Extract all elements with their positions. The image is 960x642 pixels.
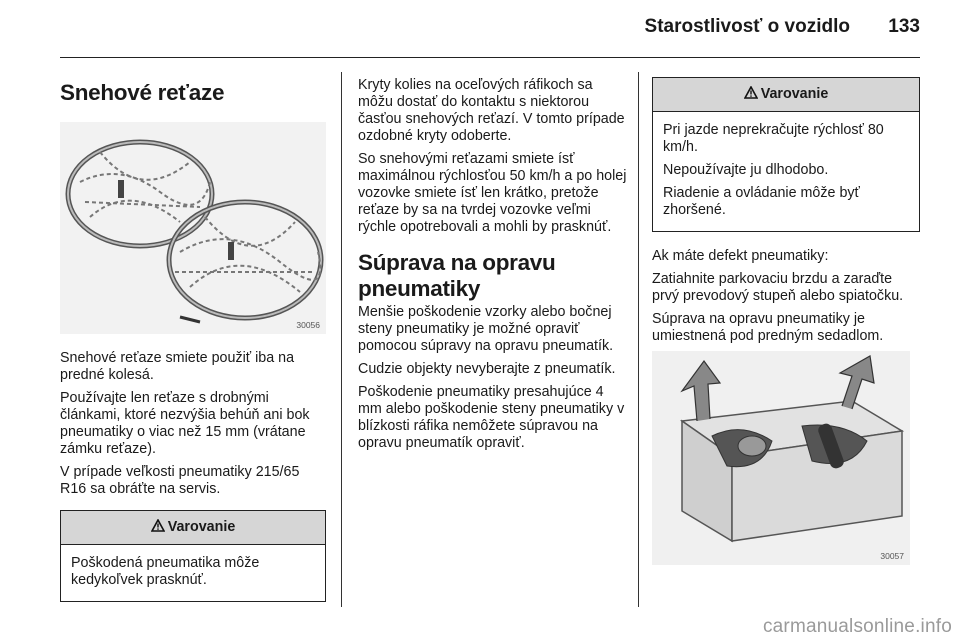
snow-chains-illustration	[60, 122, 326, 334]
repair-kit-drawing	[652, 351, 910, 565]
warning-text: Pri jazde neprekračujte rýchlosť 80 km/h.	[663, 122, 884, 155]
page-number: 133	[888, 16, 920, 37]
paragraph: Používajte len reťaze s drobnými článkami, ktoré nezvýšia behúň ani bok pneumatiky o viac než 15 mm (vrátane zámku reťaze).	[60, 390, 310, 457]
repair-kit-illustration	[652, 351, 910, 565]
paragraph: So snehovými reťazami smiete ísť maximálnou rýchlosťou 50 km/h a po holej vozovke smiete ísť len krátko, pretože reťaze by sa na tvrdej vozovke veľmi rýchle opotrebovali a mohli by prasknúť.	[358, 151, 627, 235]
paragraph: Poškodenie pneumatiky presahujúce 4 mm alebo poškodenie steny pneumatiky v blízkosti ráfika nemôžete súpravou na opravu pneumatík opraviť.	[358, 384, 625, 451]
warning-triangle-icon	[744, 86, 758, 99]
paragraph: Cudzie objekty nevyberajte z pneumatík.	[358, 361, 616, 377]
column-snow-chains	[60, 72, 326, 602]
warning-header	[61, 511, 325, 545]
paragraph: Ak máte defekt pneumatiky:	[652, 248, 829, 264]
warning-body	[653, 112, 919, 231]
column-tyre-repair	[358, 72, 628, 458]
warning-body	[61, 545, 325, 601]
warning-triangle-icon	[151, 519, 165, 532]
image-code: 30056	[296, 320, 320, 330]
section-heading-tyre-repair-kit: Súprava na opravu pneumatiky	[358, 250, 556, 301]
warning-title: Varovanie	[760, 86, 829, 102]
header-title: Starostlivosť o vozidlo	[644, 16, 850, 37]
paragraph: Snehové reťaze smiete použiť iba na predné kolesá.	[60, 350, 295, 383]
warning-text: Nepoužívajte ju dlhodobo.	[663, 162, 829, 178]
watermark: carmanualsonline.info	[762, 616, 952, 637]
page-header	[0, 0, 960, 60]
column-divider	[638, 72, 639, 607]
section-heading-snow-chains: Snehové reťaze	[60, 80, 225, 105]
warning-title: Varovanie	[167, 519, 236, 535]
image-code: 30057	[880, 551, 904, 561]
snow-chains-drawing	[60, 122, 326, 334]
paragraph: Zatiahnite parkovaciu brzdu a zaraďte prvý prevodový stupeň alebo spiatočku.	[652, 271, 904, 304]
warning-text: Poškodená pneumatika môže kedykoľvek prasknúť.	[71, 555, 260, 588]
paragraph: Menšie poškodenie vzorky alebo bočnej steny pneumatiky je možné opraviť pomocou súpravy na opravu pneumatík.	[358, 304, 614, 354]
warning-header	[653, 78, 919, 112]
warning-text: Riadenie a ovládanie môže byť zhoršené.	[663, 185, 860, 218]
paragraph: Súprava na opravu pneumatiky je umiestnená pod predným sedadlom.	[652, 311, 884, 344]
column-tyre-repair-continued	[652, 72, 920, 565]
warning-box	[60, 510, 326, 602]
paragraph: V prípade veľkosti pneumatiky 215/65 R16 sa obráťte na servis.	[60, 464, 300, 497]
column-divider	[341, 72, 342, 607]
paragraph: Kryty kolies na oceľových ráfikoch sa môžu dostať do kontaktu s niektorou časťou snehových reťazí. V tomto prípade ozdobné kryty odoberte.	[358, 77, 625, 144]
warning-box	[652, 77, 920, 232]
header-rule	[60, 57, 920, 58]
